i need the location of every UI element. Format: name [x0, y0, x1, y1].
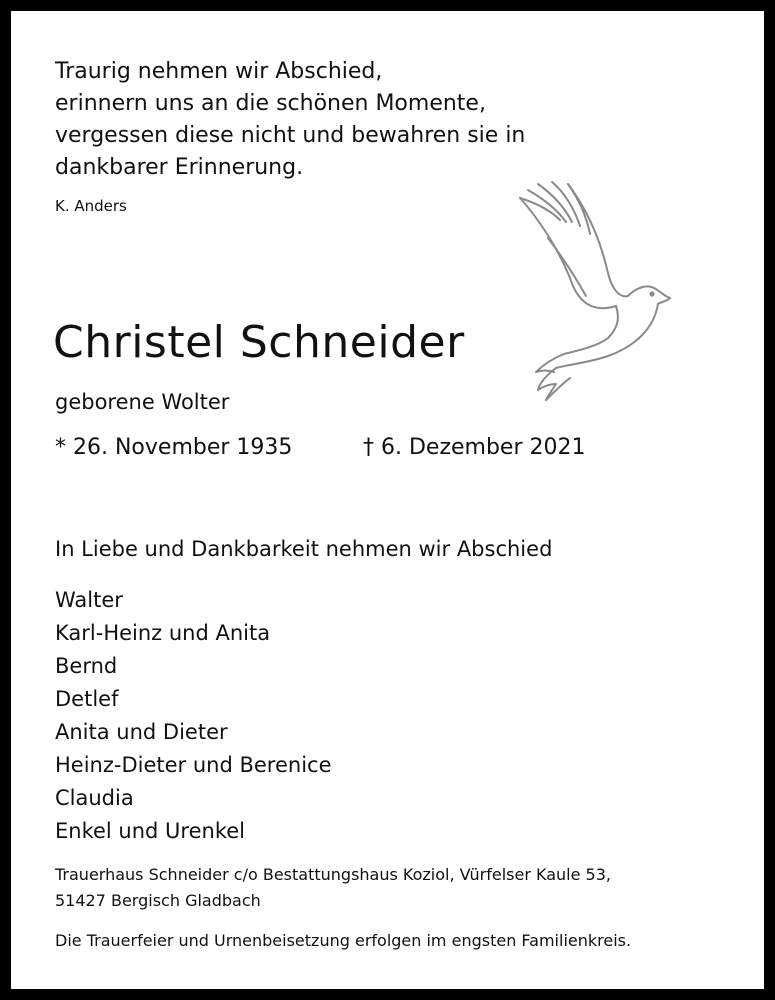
deceased-name: Christel Schneider: [53, 317, 465, 368]
verse-line: erinnern uns an die schönen Momente,: [55, 91, 486, 116]
list-item: Anita und Dieter: [55, 720, 228, 744]
mourners-list: [55, 584, 332, 848]
verse-block: [55, 56, 525, 184]
address-line: Trauerhaus Schneider c/o Bestattungshaus Koziol, Vürfelser Kaule 53,: [55, 865, 611, 884]
verse-line: dankbarer Erinnerung.: [55, 155, 304, 180]
maiden-name: geborene Wolter: [55, 390, 230, 414]
list-item: Enkel und Urenkel: [55, 819, 245, 843]
farewell-line: In Liebe und Dankbarkeit nehmen wir Abschied: [55, 537, 553, 561]
list-item: Karl-Heinz und Anita: [55, 621, 271, 645]
birth-date: * 26. November 1935: [55, 435, 293, 460]
dove-icon: [508, 178, 683, 403]
list-item: Claudia: [55, 786, 134, 810]
list-item: Walter: [55, 588, 123, 612]
list-item: Heinz-Dieter und Berenice: [55, 753, 332, 777]
verse-line: vergessen diese nicht und bewahren sie in: [55, 123, 526, 148]
mourning-house-address: [55, 862, 611, 914]
list-item: Detlef: [55, 687, 119, 711]
ceremony-note: Die Trauerfeier und Urnenbeisetzung erfolgen im engsten Familienkreis.: [55, 931, 632, 950]
address-line: 51427 Bergisch Gladbach: [55, 891, 261, 910]
verse-line: Traurig nehmen wir Abschied,: [55, 59, 383, 84]
list-item: Bernd: [55, 654, 118, 678]
death-date: † 6. Dezember 2021: [363, 435, 586, 460]
verse-author: K. Anders: [55, 197, 127, 215]
